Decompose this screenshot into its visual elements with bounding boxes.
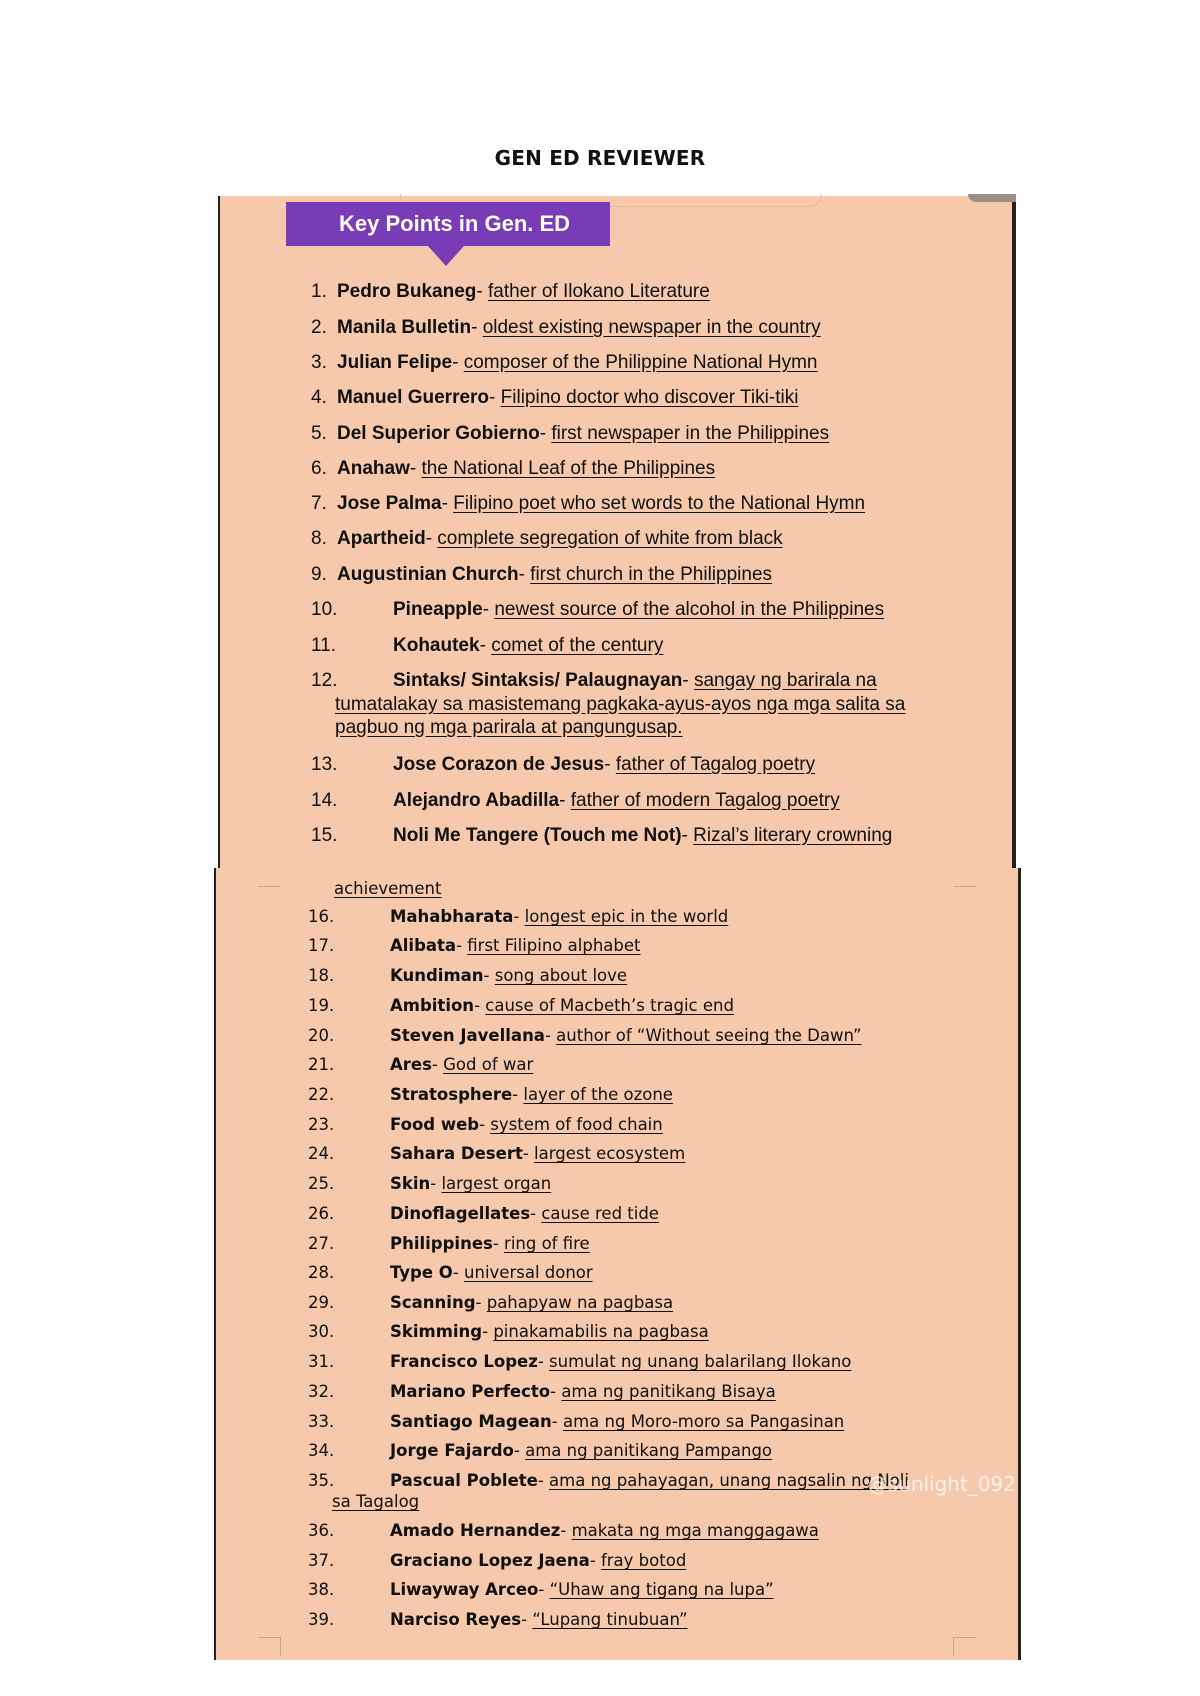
item-definition: sumulat ng unang balarilang Ilokano bbox=[549, 1352, 852, 1371]
corner-shadow bbox=[968, 194, 1016, 202]
item-number: 8. bbox=[311, 528, 327, 549]
item-definition: Filipino poet who set words to the National Hymn bbox=[453, 493, 866, 514]
list-item: 31. Francisco Lopez- sumulat ng unang balarilang Ilokano bbox=[308, 1352, 852, 1371]
item-definition: Rizal’s literary crowning bbox=[693, 825, 893, 846]
item-definition: ring of fire bbox=[504, 1234, 590, 1253]
list-item: 21. Ares- God of war bbox=[308, 1055, 534, 1074]
item-definition: system of food chain bbox=[490, 1115, 663, 1134]
list-item: 5. Del Superior Gobierno- first newspaper in the Philippines bbox=[311, 423, 830, 444]
list-item: 7. Jose Palma- Filipino poet who set words to the National Hymn bbox=[311, 493, 866, 514]
item-term: Noli Me Tangere (Touch me Not) bbox=[393, 825, 682, 846]
item-number: 25. bbox=[308, 1174, 335, 1193]
watermark: @sunlight_092 bbox=[867, 1472, 1016, 1496]
item-definition: cause red tide bbox=[541, 1204, 659, 1223]
item-number: 35. bbox=[308, 1471, 335, 1490]
list-item: 26. Dinoflagellates- cause red tide bbox=[308, 1204, 659, 1223]
item-number: 23. bbox=[308, 1115, 335, 1134]
item-term: Jorge Fajardo bbox=[390, 1441, 514, 1460]
item-definition: composer of the Philippine National Hymn bbox=[463, 352, 818, 373]
item-term: Mahabharata bbox=[390, 907, 514, 926]
item-number: 2. bbox=[311, 317, 327, 338]
item-definition: universal donor bbox=[464, 1263, 593, 1282]
list-item: 35. Pascual Poblete- ama ng pahayagan, unang nagsalin ng Noli bbox=[308, 1471, 909, 1490]
item-term: Manila Bulletin bbox=[337, 317, 472, 338]
item-term: Food web bbox=[390, 1115, 480, 1134]
item-number: 34. bbox=[308, 1441, 335, 1460]
item-term: Stratosphere bbox=[390, 1085, 513, 1104]
item-term: Del Superior Gobierno bbox=[337, 423, 540, 444]
item-term: Skimming bbox=[390, 1322, 483, 1341]
item-number: 31. bbox=[308, 1352, 335, 1371]
item-term: Steven Javellana bbox=[390, 1026, 545, 1045]
item-number: 22. bbox=[308, 1085, 335, 1104]
item-number: 39. bbox=[308, 1610, 335, 1629]
list-item: 18. Kundiman- song about love bbox=[308, 966, 628, 985]
item-definition: first newspaper in the Philippines bbox=[551, 423, 830, 444]
item-term: Sahara Desert bbox=[390, 1144, 523, 1163]
item-term: Ambition bbox=[390, 996, 475, 1015]
list-item: 12. Sintaks/ Sintaksis/ Palaugnayan- sangay ng barirala na bbox=[311, 670, 877, 691]
item-number: 16. bbox=[308, 907, 335, 926]
item-term: Apartheid bbox=[337, 528, 426, 549]
item-term: Type O bbox=[390, 1263, 453, 1282]
item-number: 12. bbox=[311, 670, 338, 691]
list-item: 15. Noli Me Tangere (Touch me Not)- Rizal’s literary crowning bbox=[311, 825, 893, 846]
item-term: Augustinian Church bbox=[337, 564, 519, 585]
item-definition: God of war bbox=[443, 1055, 534, 1074]
item-term: Pineapple bbox=[393, 599, 483, 620]
item-number: 37. bbox=[308, 1551, 335, 1570]
item-number: 36. bbox=[308, 1521, 335, 1540]
item-term: Liwayway Arceo bbox=[390, 1580, 539, 1599]
item-number: 17. bbox=[308, 936, 335, 955]
item-number: 29. bbox=[308, 1293, 335, 1312]
item-term: Alibata bbox=[390, 936, 457, 955]
item-definition: newest source of the alcohol in the Philippines bbox=[494, 599, 885, 620]
item-term: Jose Corazon de Jesus bbox=[393, 754, 605, 775]
item-definition-continued: achievement bbox=[334, 879, 442, 898]
list-item: 33. Santiago Magean- ama ng Moro-moro sa Pangasinan bbox=[308, 1412, 845, 1431]
item-number: 18. bbox=[308, 966, 335, 985]
item-definition: cause of Macbeth’s tragic end bbox=[485, 996, 734, 1015]
item-term: Graciano Lopez Jaena bbox=[390, 1551, 590, 1570]
item-definition: “Lupang tinubuan” bbox=[532, 1610, 688, 1629]
item-number: 9. bbox=[311, 564, 327, 585]
item-definition: oldest existing newspaper in the country bbox=[482, 317, 821, 338]
item-term: Francisco Lopez bbox=[390, 1352, 538, 1371]
item-definition: longest epic in the world bbox=[524, 907, 729, 926]
item-number: 38. bbox=[308, 1580, 335, 1599]
list-item: 23. Food web- system of food chain bbox=[308, 1115, 663, 1134]
item-term: Philippines bbox=[390, 1234, 493, 1253]
item-definition-continued: pagbuo ng mga parirala at pangungusap. bbox=[335, 717, 683, 738]
item-term: Manuel Guerrero bbox=[337, 387, 490, 408]
document-title: GEN ED REVIEWER bbox=[494, 146, 706, 170]
list-item: 39. Narciso Reyes- “Lupang tinubuan” bbox=[308, 1610, 688, 1629]
item-term: Skin bbox=[390, 1174, 431, 1193]
list-item: 1. Pedro Bukaneg- father of Ilokano Literature bbox=[311, 281, 710, 302]
list-item: 34. Jorge Fajardo- ama ng panitikang Pampango bbox=[308, 1441, 773, 1460]
item-definition: layer of the ozone bbox=[523, 1085, 673, 1104]
item-term: Pascual Poblete bbox=[390, 1471, 538, 1490]
item-definition: father of Tagalog poetry bbox=[615, 754, 816, 775]
item-number: 10. bbox=[311, 599, 338, 620]
item-definition: father of Ilokano Literature bbox=[487, 281, 710, 302]
item-number: 4. bbox=[311, 387, 327, 408]
key-points-banner bbox=[286, 202, 610, 246]
list-item: 19. Ambition- cause of Macbeth’s tragic end bbox=[308, 996, 734, 1015]
item-number: 20. bbox=[308, 1026, 335, 1045]
list-item: 32. Mariano Perfecto- ama ng panitikang Bisaya bbox=[308, 1382, 776, 1401]
item-term: Narciso Reyes bbox=[390, 1610, 522, 1629]
list-item: 38. Liwayway Arceo- “Uhaw ang tigang na lupa” bbox=[308, 1580, 774, 1599]
item-definition: largest ecosystem bbox=[534, 1144, 686, 1163]
item-definition: makata ng mga manggagawa bbox=[571, 1521, 819, 1540]
item-definition: pinakamabilis na pagbasa bbox=[493, 1322, 709, 1341]
banner-label: Key Points in Gen. ED bbox=[339, 211, 571, 236]
item-definition: complete segregation of white from black bbox=[437, 528, 783, 549]
key-points-panel-bottom bbox=[214, 868, 1021, 1660]
item-term: Amado Hernandez bbox=[390, 1521, 561, 1540]
item-number: 28. bbox=[308, 1263, 335, 1282]
list-item: 10. Pineapple- newest source of the alcohol in the Philippines bbox=[311, 599, 885, 620]
item-term: Mariano Perfecto bbox=[390, 1382, 551, 1401]
item-definition: the National Leaf of the Philippines bbox=[421, 458, 716, 479]
item-number: 30. bbox=[308, 1322, 335, 1341]
item-definition: “Uhaw ang tigang na lupa” bbox=[549, 1580, 774, 1599]
key-points-panel-top bbox=[218, 196, 1016, 868]
item-term: Julian Felipe bbox=[337, 352, 453, 373]
item-term: Alejandro Abadilla bbox=[393, 790, 560, 811]
list-item: 6. Anahaw- the National Leaf of the Philippines bbox=[311, 458, 716, 479]
list-item: 37. Graciano Lopez Jaena- fray botod bbox=[308, 1551, 687, 1570]
list-item: 28. Type O- universal donor bbox=[308, 1263, 593, 1282]
item-definition: ama ng pahayagan, unang nagsalin ng Noli bbox=[549, 1471, 909, 1490]
item-definition-continued: tumatalakay sa masistemang pagkaka-ayus-ayos nga mga salita sa bbox=[335, 694, 906, 715]
item-definition: song about love bbox=[494, 966, 628, 985]
item-number: 33. bbox=[308, 1412, 335, 1431]
item-definition: Filipino doctor who discover Tiki-tiki bbox=[500, 387, 799, 408]
list-item: 29. Scanning- pahapyaw na pagbasa bbox=[308, 1293, 674, 1312]
item-term: Jose Palma bbox=[337, 493, 442, 514]
item-definition: first church in the Philippines bbox=[530, 564, 773, 585]
crop-mark bbox=[953, 1637, 976, 1656]
crop-mark bbox=[258, 1637, 281, 1656]
item-number: 6. bbox=[311, 458, 327, 479]
item-number: 21. bbox=[308, 1055, 335, 1074]
item-term: Pedro Bukaneg bbox=[337, 281, 477, 302]
item-number: 24. bbox=[308, 1144, 335, 1163]
banner-arrow-icon bbox=[428, 246, 464, 266]
item-definition: largest organ bbox=[441, 1174, 552, 1193]
item-definition: ama ng panitikang Bisaya bbox=[561, 1382, 776, 1401]
list-item: 13. Jose Corazon de Jesus- father of Tagalog poetry bbox=[311, 754, 816, 775]
list-item: 27. Philippines- ring of fire bbox=[308, 1234, 590, 1253]
crop-mark bbox=[258, 868, 280, 887]
list-item: 24. Sahara Desert- largest ecosystem bbox=[308, 1144, 686, 1163]
item-number: 5. bbox=[311, 423, 327, 444]
list-item: 20. Steven Javellana- author of “Without seeing the Dawn” bbox=[308, 1026, 862, 1045]
list-item: 2. Manila Bulletin- oldest existing newspaper in the country bbox=[311, 317, 821, 338]
item-definition: father of modern Tagalog poetry bbox=[570, 790, 840, 811]
list-item: 36. Amado Hernandez- makata ng mga manggagawa bbox=[308, 1521, 819, 1540]
list-item: 8. Apartheid- complete segregation of white from black bbox=[311, 528, 783, 549]
list-item: 3. Julian Felipe- composer of the Philippine National Hymn bbox=[311, 352, 818, 373]
item-term: Santiago Magean bbox=[390, 1412, 552, 1431]
item-definition: author of “Without seeing the Dawn” bbox=[556, 1026, 862, 1045]
item-number: 7. bbox=[311, 493, 327, 514]
list-item: 22. Stratosphere- layer of the ozone bbox=[308, 1085, 673, 1104]
item-number: 27. bbox=[308, 1234, 335, 1253]
list-item: 16. Mahabharata- longest epic in the world bbox=[308, 907, 729, 926]
list-item: 30. Skimming- pinakamabilis na pagbasa bbox=[308, 1322, 709, 1341]
item-definition: pahapyaw na pagbasa bbox=[486, 1293, 674, 1312]
item-number: 26. bbox=[308, 1204, 335, 1223]
item-term: Kohautek bbox=[393, 635, 480, 656]
item-term: Sintaks/ Sintaksis/ Palaugnayan bbox=[393, 670, 683, 691]
item-number: 13. bbox=[311, 754, 338, 775]
item-definition: first Filipino alphabet bbox=[467, 936, 641, 955]
list-item: 14. Alejandro Abadilla- father of modern Tagalog poetry bbox=[311, 790, 840, 811]
item-number: 14. bbox=[311, 790, 338, 811]
list-item: 9. Augustinian Church- first church in the Philippines bbox=[311, 564, 773, 585]
item-number: 32. bbox=[308, 1382, 335, 1401]
item-number: 15. bbox=[311, 825, 338, 846]
crop-mark bbox=[954, 868, 976, 887]
list-item: 17. Alibata- first Filipino alphabet bbox=[308, 936, 641, 955]
list-item: 25. Skin- largest organ bbox=[308, 1174, 552, 1193]
item-definition: comet of the century bbox=[491, 635, 664, 656]
item-definition: sangay ng barirala na bbox=[693, 670, 877, 691]
item-definition: ama ng panitikang Pampango bbox=[525, 1441, 773, 1460]
item-term: Ares bbox=[390, 1055, 432, 1074]
item-number: 11. bbox=[311, 635, 337, 656]
item-number: 1. bbox=[311, 281, 327, 302]
list-item: 4. Manuel Guerrero- Filipino doctor who discover Tiki-tiki bbox=[311, 387, 799, 408]
item-term: Anahaw bbox=[337, 458, 410, 479]
item-number: 19. bbox=[308, 996, 335, 1015]
item-term: Kundiman bbox=[390, 966, 484, 985]
item-definition: ama ng Moro-moro sa Pangasinan bbox=[562, 1412, 845, 1431]
item-definition-continued: sa Tagalog bbox=[332, 1492, 420, 1511]
item-definition: fray botod bbox=[600, 1551, 687, 1570]
item-term: Dinoflagellates bbox=[390, 1204, 531, 1223]
list-item: 11. Kohautek- comet of the century bbox=[311, 635, 664, 656]
item-number: 3. bbox=[311, 352, 327, 373]
item-term: Scanning bbox=[390, 1293, 476, 1312]
